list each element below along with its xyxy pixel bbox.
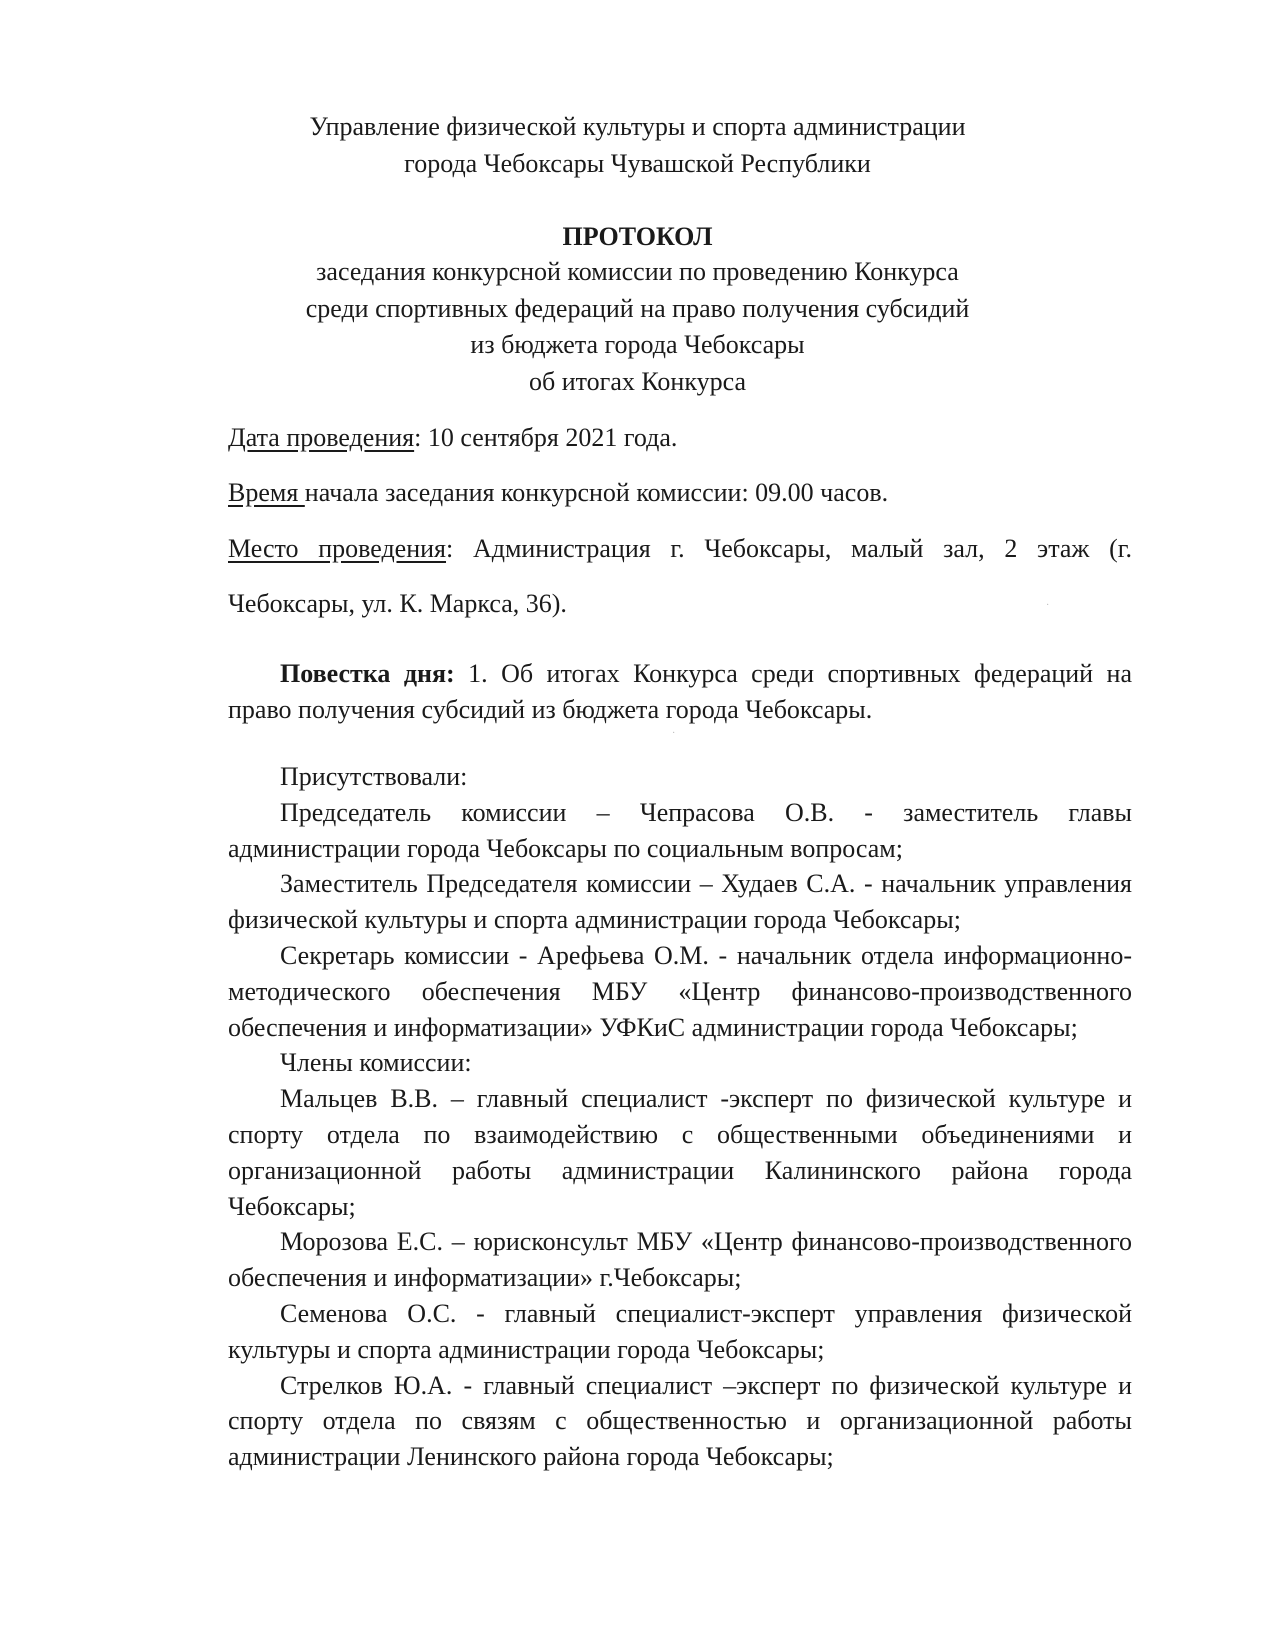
meeting-place-line-1	[228, 531, 1132, 567]
meeting-place-line-2: Чебоксары, ул. К. Маркса, 36).	[228, 589, 567, 618]
meeting-time-label: Время	[228, 478, 305, 507]
agenda	[228, 656, 1132, 728]
member-item: Мальцев В.В. – главный специалист -эксперт по физической культуре и спорту отдела по взаимодействию с общественными объединениями и организационной работы администрации Калининского района города Чебоксары;	[228, 1084, 1132, 1221]
deputy-chairman: Заместитель Председателя комиссии – Худаев С.А. - начальник управления физической культуры и спорта администрации города Чебоксары;	[228, 869, 1132, 935]
meeting-date-label: Дата проведения	[228, 423, 415, 452]
document-header	[0, 108, 1275, 182]
member-item: Стрелков Ю.А. - главный специалист –эксперт по физической культуре и спорту отдела по связям с общественностью и организационной работы администрации Ленинского района города Чебоксары;	[228, 1370, 1132, 1472]
header-line-2: города Чебоксары Чувашской Республики	[404, 149, 871, 178]
member-item: Семенова О.С. - главный специалист-эксперт управления физической культуры и спорта администрации города Чебоксары;	[228, 1298, 1132, 1364]
present-label: Присутствовали:	[280, 762, 468, 791]
agenda-paragraph	[228, 656, 1132, 728]
subtitle-line-4: об итогах Конкурса	[529, 366, 746, 396]
members-label: Члены комиссии:	[280, 1048, 472, 1078]
member-item: Морозова Е.С. – юрисконсульт МБУ «Центр финансово-производственного обеспечения и информатизации» г.Чебоксары;	[228, 1227, 1132, 1293]
meeting-time-value: начала заседания конкурсной комиссии: 09.00 часов.	[304, 478, 889, 507]
meeting-place-value-1: : Администрация г. Чебоксары, малый зал, 2 этаж (г.	[446, 534, 1132, 563]
document-subtitle	[0, 254, 1275, 400]
agenda-text: 1. Об итогах Конкурса среди спортивных федераций на право получения субсидий из бюджета города Чебоксары.	[228, 659, 1132, 724]
meeting-date-value: : 10 сентября 2021 года.	[414, 423, 678, 452]
attendance-section	[228, 759, 1132, 1475]
scan-speck: ·	[672, 728, 676, 739]
subtitle-line-1: заседания конкурсной комиссии по проведению Конкурса	[316, 257, 959, 286]
meeting-date	[228, 420, 1132, 456]
secretary: Секретарь комиссии - Арефьева О.М. - начальник отдела информационно-методического обеспечения МБУ «Центр финансово-производственного обеспечения и информатизации» УФКиС администрации города Чебоксары;	[228, 940, 1132, 1042]
scan-speck: ·	[1046, 600, 1050, 611]
meeting-time	[228, 475, 1132, 511]
meeting-place-label: Место проведения	[228, 534, 447, 563]
document-title: ПРОТОКОЛ	[562, 222, 713, 251]
subtitle-line-2: среди спортивных федераций на право получения субсидий	[305, 293, 970, 323]
subtitle-line-3: из бюджета города Чебоксары	[470, 330, 805, 359]
chairman: Председатель комиссии – Чепрасова О.В. - заместитель главы администрации города Чебоксары по социальным вопросам;	[228, 797, 1132, 863]
agenda-label: Повестка дня:	[280, 659, 455, 688]
header-line-1: Управление физической культуры и спорта администрации	[309, 112, 966, 141]
